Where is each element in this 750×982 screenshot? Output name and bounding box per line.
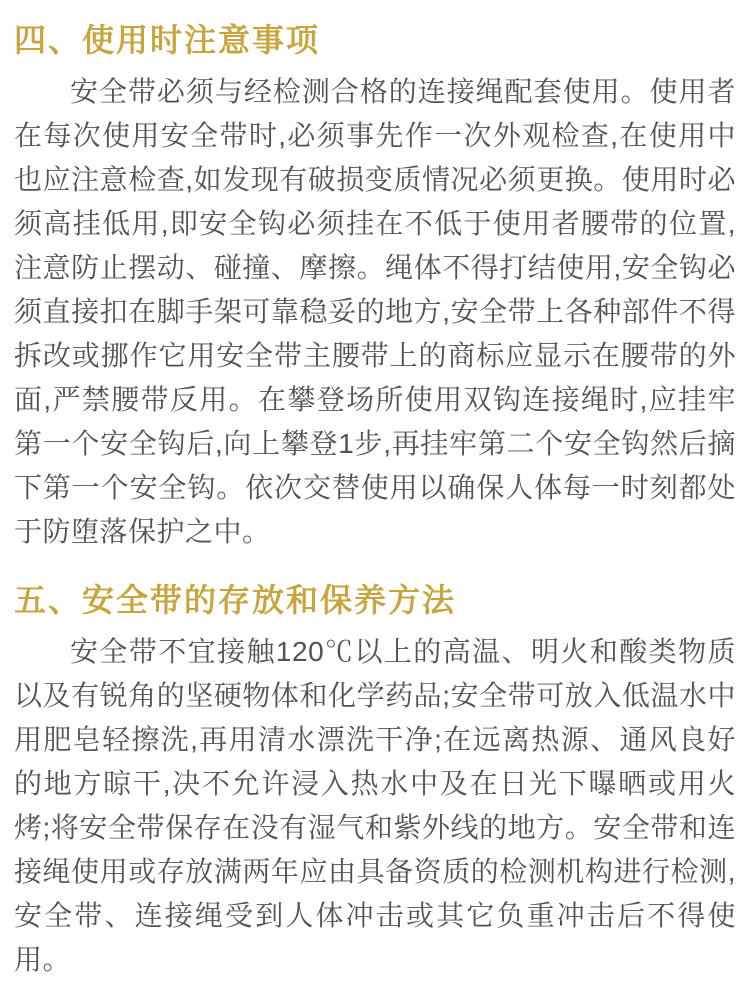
paragraph-usage-notes: 安全带必须与经检测合格的连接绳配套使用。使用者在每次使用安全带时,必须事先作一次外观检查,在使用中也应注意检查,如发现有破损变质情况必须更换。使用时必须高挂低用,即安全钩必须挂在不低于使用者腰带的位置,注意防止摆动、碰撞、摩擦。绳体不得打结使用,安全钩必须直接扣在脚手架可靠稳妥的地方,安全带上各种部件不得拆改或挪作它用安全带主腰带上的商标应显示在腰带的外面,严禁腰带反用。在攀登场所使用双钩连接绳时,应挂牢第一个安全钩后,向上攀登1步,再挂牢第二个安全钩然后摘下第一个安全钩。依次交替使用以确保人体每一时刻都处于防堕落保护之中。	[14, 76, 736, 547]
paragraph-storage-care: 安全带不宜接触120℃以上的高温、明火和酸类物质以及有锐角的坚硬物体和化学药品;安全带可放入低温水中用肥皂轻擦洗,再用清水漂洗干净;在远离热源、通风良好的地方晾干,决不允许浸入热水中及在日光下曝晒或用火烤;将安全带保存在没有湿气和紫外线的地方。安全带和连接绳使用或存放满两年应由具备资质的检测机构进行检测, 安全带、连接绳受到人体冲击或其它负重冲击后不得使用。	[14, 636, 736, 975]
section-usage-notes	[14, 20, 736, 554]
section-storage-care	[14, 580, 736, 982]
section-heading-storage-care: 五、安全带的存放和保养方法	[14, 582, 457, 618]
section-heading-usage-notes: 四、使用时注意事项	[14, 22, 321, 58]
